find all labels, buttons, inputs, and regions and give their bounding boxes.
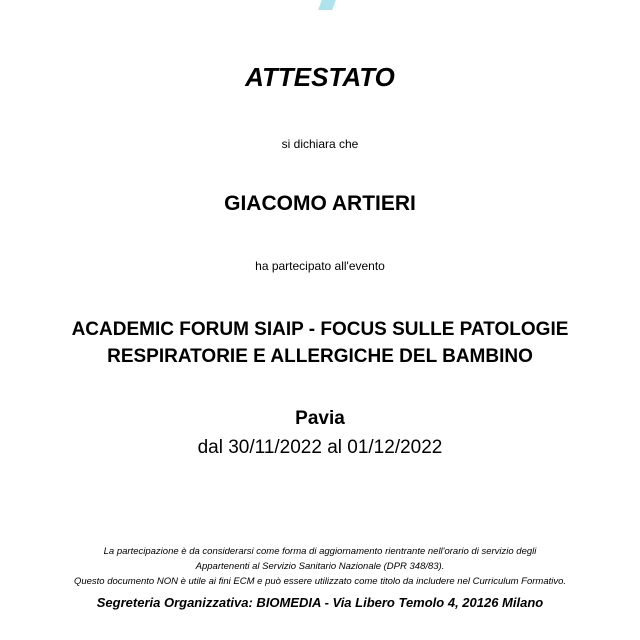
note-line3: Questo documento NON è utile ai fini ECM e può essere utilizzato come titolo da includere nel Curriculum Formativo. [73,576,567,587]
event-title-line1: ACADEMIC FORUM SIAIP - FOCUS SULLE PATOLOGIE [71,319,569,340]
legal-note [0,544,640,589]
event-dates: dal 30/11/2022 al 01/12/2022 [197,437,443,458]
secretariat-info: Segreteria Organizzativa: BIOMEDIA - Via Libero Temolo 4, 20126 Milano [96,595,544,610]
note-line2: Appartenenti al Servizio Sanitario Nazionale (DPR 348/83). [195,561,445,572]
event-city: Pavia [295,408,345,429]
note-line1: La partecipazione è da considerarsi come forma di aggiornamento rientrante nell'orario di servizio degli [103,546,537,557]
declares-text: si dichiara che [281,137,359,151]
event-title [0,316,640,370]
participated-text: ha partecipato all'evento [255,259,385,273]
event-title-line2: RESPIRATORIE E ALLERGICHE DEL BAMBINO [107,346,533,367]
logo-fragment-icon [318,0,336,10]
certificate-title: ATTESTATO [245,62,395,92]
participant-name: GIACOMO ARTIERI [224,192,416,215]
